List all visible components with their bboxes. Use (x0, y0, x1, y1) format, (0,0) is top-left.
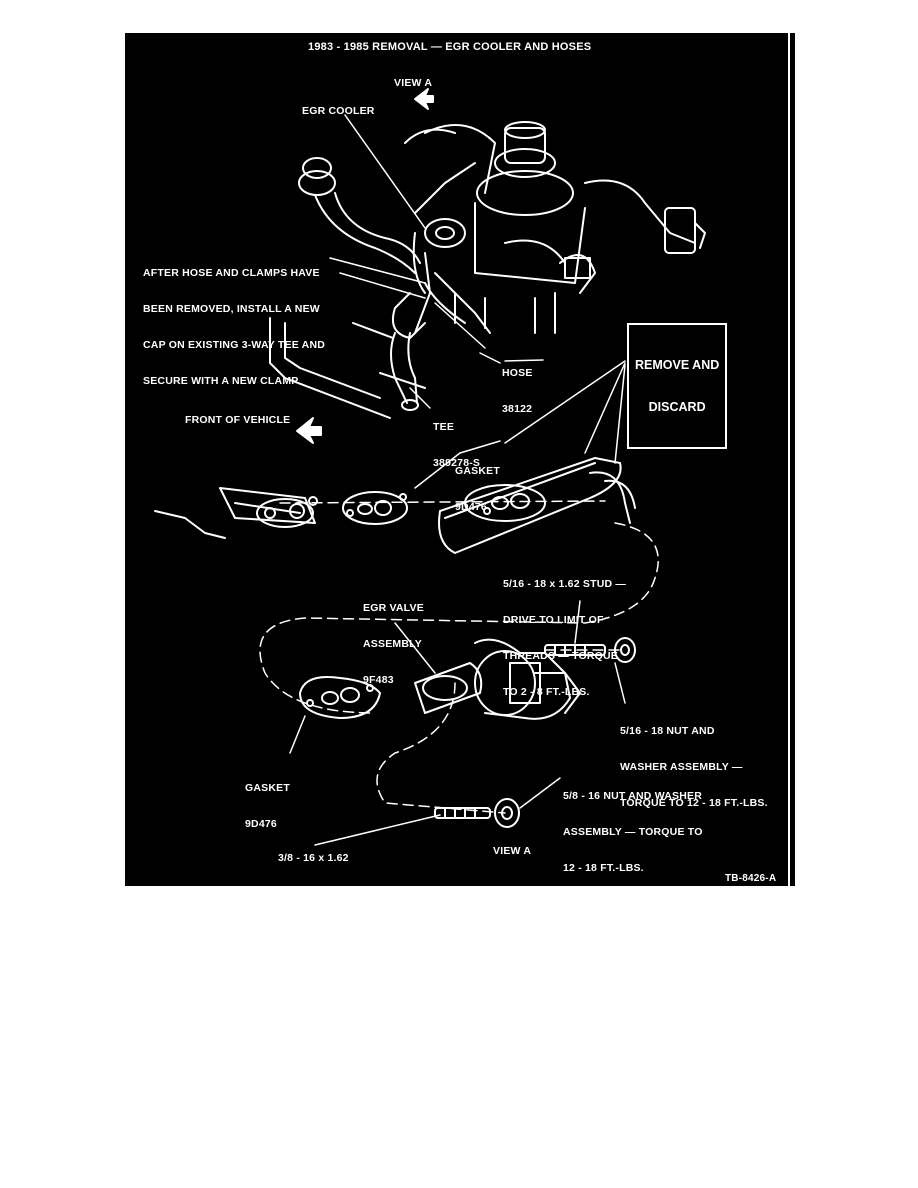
stud-38-drawing (435, 799, 519, 827)
stud-516-label: 5/16 - 18 x 1.62 STUD — DRIVE TO LIMIT OF THREADS — TORQUE TO 2 - 8 FT.-LBS. (503, 578, 627, 698)
view-a-label-top: VIEW A (394, 77, 433, 89)
stud-38-label: 3/8 - 16 x 1.62 STUD — DRIVE TO LIMIT OF THREAD — TORQUE TO 2-8 FT.-LBS. (278, 852, 408, 972)
front-arrow-icon (297, 418, 321, 443)
gasket-label-bottom: GASKET 9D476 (245, 782, 290, 830)
remove-discard-box: REMOVE AND DISCARD (627, 323, 727, 449)
diagram-figure (125, 33, 795, 972)
engine-assembly-drawing (405, 122, 705, 333)
after-hose-note: AFTER HOSE AND CLAMPS HAVE BEEN REMOVED, INSTALL A NEW CAP ON EXISTING 3-WAY TEE AND SECURE WITH A NEW CLAMP (143, 267, 326, 387)
tee-label: TEE 389278-S (433, 421, 481, 469)
hose-label: HOSE 38122 (502, 367, 533, 415)
figure-code: TB-8426-A (725, 873, 777, 884)
gasket-label-top: GASKET 9D476 (455, 465, 500, 513)
view-a-label-bottom: VIEW A (493, 845, 532, 857)
egr-valve-label: EGR VALVE ASSEMBLY 9F483 (363, 602, 424, 686)
nut-58-label: 5/8 - 16 NUT AND WASHER ASSEMBLY — TORQUE TO 12 - 18 FT.-LBS. (563, 790, 703, 874)
view-a-arrow-icon (415, 89, 433, 109)
diagram-title: 1983 - 1985 REMOVAL — EGR COOLER AND HOSES (308, 41, 592, 53)
egr-cooler-label: EGR COOLER (302, 105, 375, 117)
manifold-flange-drawing (155, 488, 407, 538)
nut-516-label: 5/16 - 18 NUT AND WASHER ASSEMBLY — TORQUE TO 12 - 18 FT.-LBS. (620, 725, 768, 809)
front-of-vehicle-label: FRONT OF VEHICLE (185, 414, 291, 426)
